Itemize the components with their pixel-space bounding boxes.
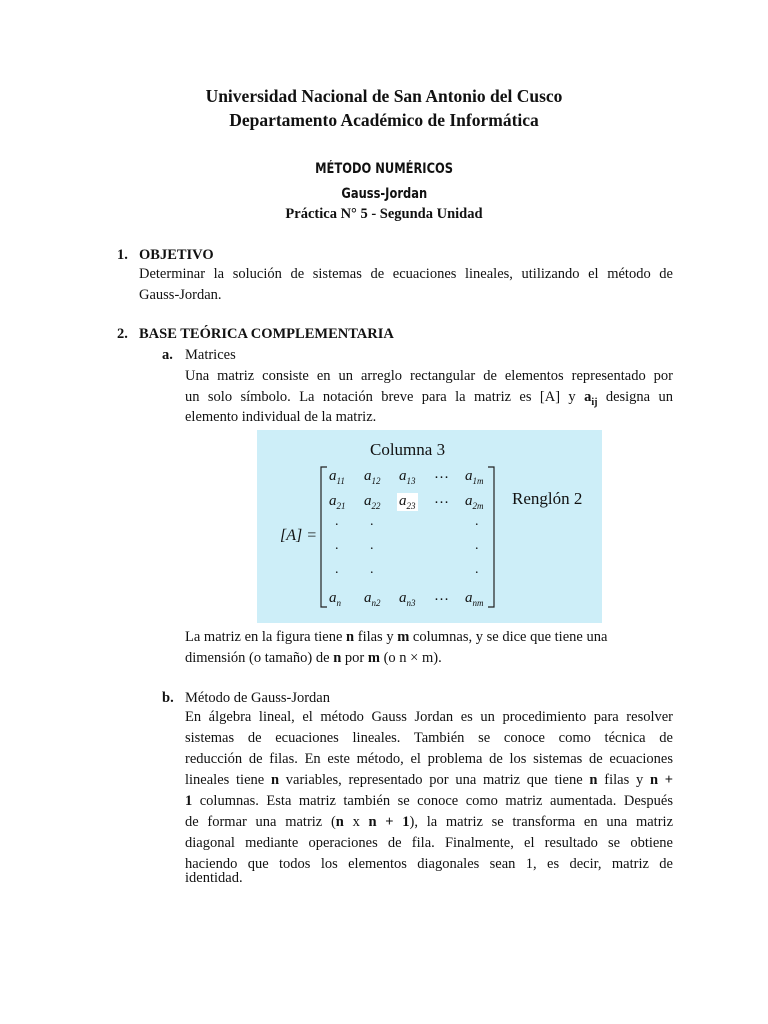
column-label: Columna 3 — [370, 440, 446, 459]
section2-number: 2. — [117, 326, 128, 342]
gauss-line4: lineales tiene n variables, representado por una matriz que tiene n filas y n + — [185, 772, 674, 788]
matrix-element: $a_{21}$ — [329, 493, 346, 511]
matrices-line3: elemento individual de la matriz. — [185, 409, 377, 425]
gauss-line6: de formar una matriz (n x n + 1), la matriz se transforma en una matriz — [185, 814, 674, 830]
matrix-element: $a_{1m}$ — [465, 468, 484, 486]
gauss-line5: 1 columnas. Esta matriz también se conoce como matriz aumentada. Después — [185, 793, 673, 809]
matrix-dimension-line2: dimensión (o tamaño) de n por m (o n × m). — [185, 650, 442, 666]
gauss-line7: diagonal mediante operaciones de fila. Finalmente, el resultado se obtiene — [185, 835, 673, 851]
subsection-a-letter: a. — [162, 347, 173, 363]
vertical-dot: . — [475, 562, 479, 577]
matrices-line2-sub: ij — [591, 396, 598, 408]
vertical-dot: . — [370, 514, 374, 529]
topic-title: Gauss-Jordan — [341, 186, 427, 202]
university-title: Universidad Nacional de San Antonio del Cusco — [205, 86, 563, 106]
vertical-dot: . — [335, 562, 339, 577]
matrix-element: $a_{13}$ — [399, 468, 416, 486]
section1-line2: Gauss-Jordan. — [139, 287, 222, 303]
vertical-dot: . — [475, 514, 479, 529]
matrix-name: [A] = — [280, 527, 318, 544]
gauss-line3: reducción de filas. En este método, el problema de los sistemas de ecuaciones — [185, 751, 673, 767]
matrix-element: $a_n$ — [329, 590, 341, 608]
gauss-line1: En álgebra lineal, el método Gauss Jordan es un procedimiento para resolver — [185, 709, 673, 725]
topic-title-wrap — [0, 185, 768, 203]
vertical-dot: . — [370, 562, 374, 577]
gauss-line9: identidad. — [185, 870, 243, 886]
ellipsis: … — [434, 466, 449, 482]
matrices-line2-pre: un solo símbolo. La notación breve para la matriz es [A] y — [185, 389, 585, 405]
row-label: Renglón 2 — [512, 489, 583, 508]
matrix-element: $a_{2m}$ — [465, 493, 484, 511]
matrix-element: $a_{11}$ — [329, 468, 345, 486]
matrix-element: $a_{nm}$ — [465, 590, 484, 608]
matrix-brackets — [257, 430, 602, 623]
highlighted-element-a23: $a_{23}$ — [399, 493, 416, 511]
subsection-b-title: Método de Gauss-Jordan — [185, 690, 330, 706]
matrix-figure — [257, 430, 602, 623]
practice-subtitle: Práctica N° 5 - Segunda Unidad — [285, 206, 483, 222]
department-title: Departamento Académico de Informática — [229, 110, 539, 130]
vertical-dot: . — [335, 538, 339, 553]
matrix-element: $a_{n3}$ — [399, 590, 416, 608]
ellipsis: … — [434, 491, 449, 507]
section1-title: OBJETIVO — [139, 247, 214, 263]
subsection-b-letter: b. — [162, 690, 174, 706]
section2-title: BASE TEÓRICA COMPLEMENTARIA — [139, 326, 394, 342]
section1-line1: Determinar la solución de sistemas de ecuaciones lineales, utilizando el método de — [139, 266, 673, 282]
vertical-dot: . — [370, 538, 374, 553]
gauss-line8: haciendo que todos los elementos diagonales sean 1, es decir, matriz de — [185, 856, 673, 872]
matrix-element: $a_{n2}$ — [364, 590, 381, 608]
matrices-line2-a: a — [584, 389, 592, 405]
vertical-dot: . — [475, 538, 479, 553]
left-bracket — [321, 467, 327, 607]
right-bracket — [488, 467, 494, 607]
ellipsis: … — [434, 588, 449, 604]
matrix-dimension-line1: La matriz en la figura tiene n filas y m columnas, y se dice que tiene una — [185, 629, 608, 645]
vertical-dot: . — [335, 514, 339, 529]
matrices-line2-post: designa un — [597, 389, 673, 405]
matrix-element: $a_{12}$ — [364, 468, 381, 486]
subsection-a-title: Matrices — [185, 347, 236, 363]
course-title-wrap — [0, 160, 768, 178]
section1-number: 1. — [117, 247, 128, 263]
matrices-line1: Una matriz consiste en un arreglo rectangular de elementos representado por — [185, 368, 673, 384]
matrix-element: $a_{22}$ — [364, 493, 381, 511]
gauss-line2: sistemas de ecuaciones lineales. También se conoce como técnica de — [185, 730, 673, 746]
course-title: MÉTODO NUMÉRICOS — [315, 161, 453, 177]
